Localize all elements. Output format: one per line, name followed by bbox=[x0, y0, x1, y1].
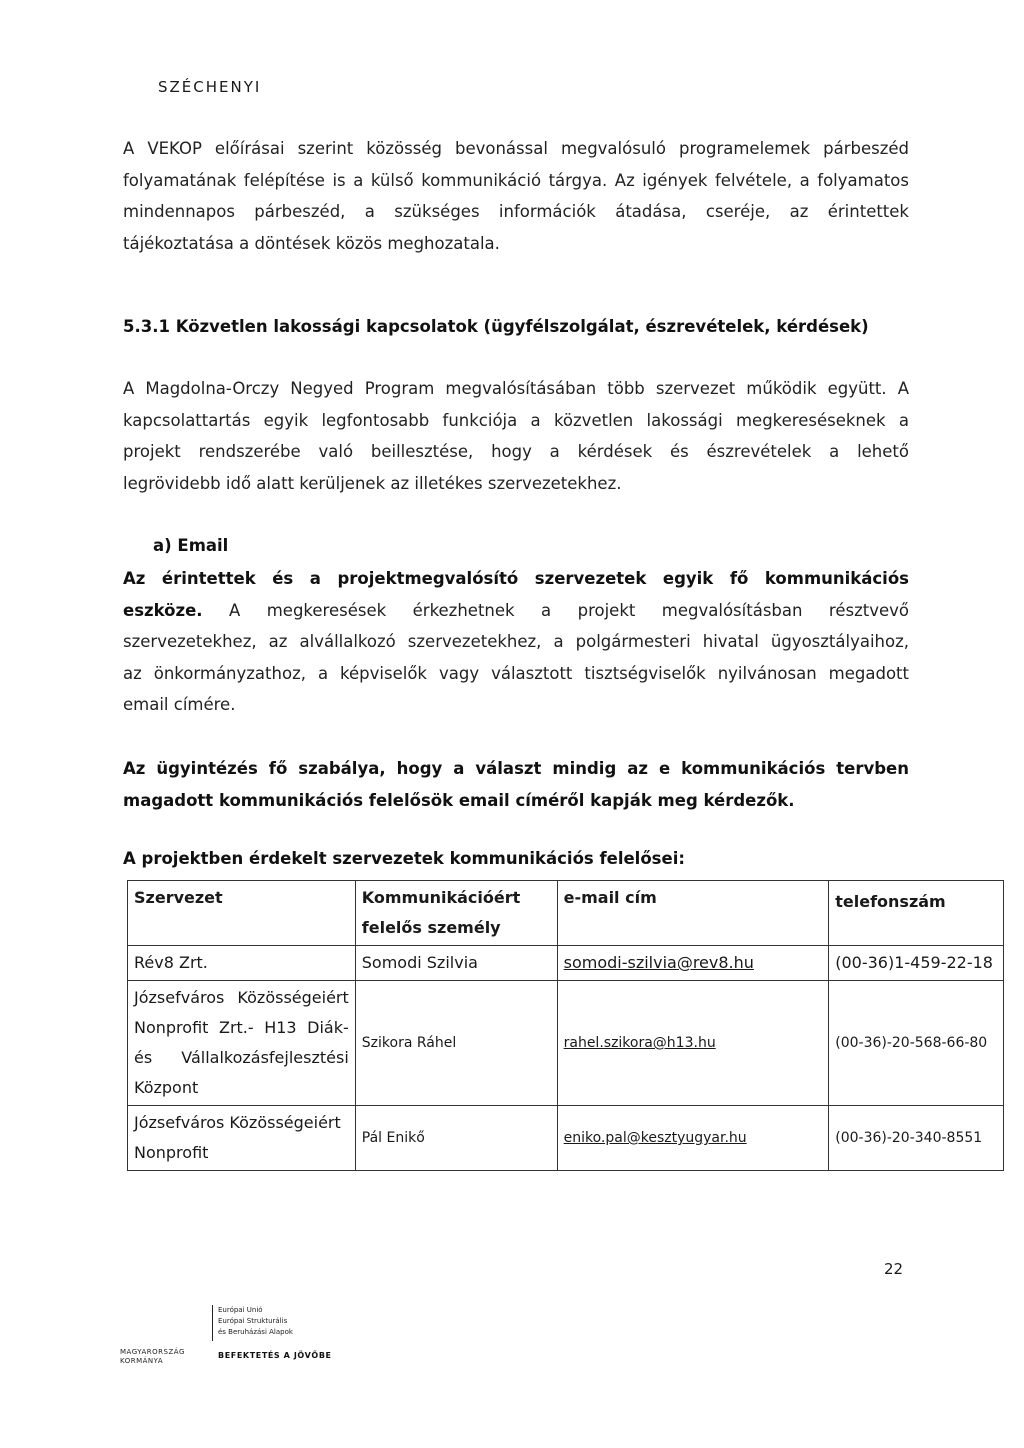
email-link[interactable]: somodi-szilvia@rev8.hu bbox=[557, 946, 829, 981]
table-title: A projektben érdekelt szervezetek kommunikációs felelősei: bbox=[123, 849, 685, 868]
header-cell: Kommunikációért felelős személy bbox=[355, 881, 557, 946]
intro-line: mindennapos párbeszéd, a szükséges információk átadása, cseréje, az érintettek bbox=[123, 202, 909, 221]
email-link[interactable]: rahel.szikora@h13.hu bbox=[557, 981, 829, 1106]
email-heading: a) Email bbox=[153, 536, 229, 555]
eu-line: és Beruházási Alapok bbox=[218, 1328, 293, 1336]
email-paragraph bbox=[123, 563, 909, 721]
section-line: projekt rendszerébe való beillesztése, hogy a kérdések és észrevételek a lehető bbox=[123, 442, 909, 461]
email-line-bold-start: eszköze. bbox=[123, 600, 203, 620]
eu-line: Európai Unió bbox=[218, 1306, 263, 1314]
person-cell: Pál Enikő bbox=[355, 1106, 557, 1171]
table-row bbox=[128, 981, 1004, 1106]
government-logo-text bbox=[120, 1348, 185, 1366]
footer-divider bbox=[212, 1305, 213, 1341]
header-cell: e-mail cím bbox=[557, 881, 829, 946]
header-cell: Szervezet bbox=[128, 881, 356, 946]
header-logo-text: SZÉCHENYI bbox=[158, 78, 262, 96]
email-line: szervezetekhez, az alvállalkozó szervezetekhez, a polgármesteri hivatal ügyosztályaihoz, bbox=[123, 632, 909, 651]
section-heading: 5.3.1 Közvetlen lakossági kapcsolatok (ügyfélszolgálat, észrevételek, kérdések) bbox=[123, 317, 869, 336]
rule-line: magadott kommunikációs felelősök email címéről kapják meg kérdezők. bbox=[123, 790, 795, 810]
org-cell: Józsefváros Közösségeiért Nonprofit bbox=[128, 1106, 356, 1171]
org-cell: Józsefváros Közösségeiért Nonprofit Zrt.- H13 Diák- és Vállalkozásfejlesztési Központ bbox=[128, 981, 356, 1106]
intro-line: folyamatának felépítése is a külső kommunikáció tárgya. Az igények felvétele, a folyamatos bbox=[123, 170, 909, 190]
table-row bbox=[128, 1106, 1004, 1171]
section-line: kapcsolattartás egyik legfontosabb funkciója a közvetlen lakossági megkereséseknek a bbox=[123, 410, 909, 430]
gov-line: MAGYARORSZÁG bbox=[120, 1348, 185, 1356]
intro-line: tájékoztatása a döntések közös meghozatala. bbox=[123, 233, 500, 253]
org-cell: Rév8 Zrt. bbox=[128, 946, 356, 981]
email-link[interactable]: eniko.pal@kesztyugyar.hu bbox=[557, 1106, 829, 1171]
eu-logo-text bbox=[218, 1305, 293, 1338]
contacts-table bbox=[127, 880, 1004, 1171]
page-number: 22 bbox=[884, 1260, 904, 1278]
section-line: legrövidebb idő alatt kerüljenek az illetékes szervezetekhez. bbox=[123, 473, 622, 493]
rule-paragraph bbox=[123, 753, 909, 816]
gov-line: KORMÁNYA bbox=[120, 1357, 164, 1365]
intro-paragraph bbox=[123, 133, 909, 259]
email-line: az önkormányzathoz, a képviselők vagy választott tisztségviselők nyilvánosan megadott bbox=[123, 663, 909, 683]
phone-cell: (00-36)-20-568-66-80 bbox=[829, 981, 1004, 1106]
phone-cell: (00-36)1-459-22-18 bbox=[829, 946, 1004, 981]
eu-line: Európai Strukturális bbox=[218, 1317, 288, 1325]
footer-slogan: BEFEKTETÉS A JÖVŐBE bbox=[218, 1351, 332, 1360]
email-line bbox=[123, 595, 909, 627]
phone-cell: (00-36)-20-340-8551 bbox=[829, 1106, 1004, 1171]
email-line-bold: Az érintettek és a projektmegvalósító szervezetek egyik fő kommunikációs bbox=[123, 569, 909, 588]
email-line-rest: A megkeresések érkezhetnek a projekt megvalósításban résztvevő bbox=[202, 600, 909, 620]
header-cell: telefonszám bbox=[829, 881, 1004, 946]
section-paragraph bbox=[123, 373, 909, 499]
person-cell: Szikora Ráhel bbox=[355, 981, 557, 1106]
section-line: A Magdolna-Orczy Negyed Program megvalósításában több szervezet működik együtt. A bbox=[123, 379, 909, 398]
person-cell: Somodi Szilvia bbox=[355, 946, 557, 981]
table-header-row bbox=[128, 881, 1004, 946]
email-line: email címére. bbox=[123, 695, 236, 714]
intro-line: A VEKOP előírásai szerint közösség bevonással megvalósuló programelemek párbeszéd bbox=[123, 139, 909, 158]
table-row bbox=[128, 946, 1004, 981]
rule-line: Az ügyintézés fő szabálya, hogy a választ mindig az e kommunikációs tervben bbox=[123, 759, 909, 778]
